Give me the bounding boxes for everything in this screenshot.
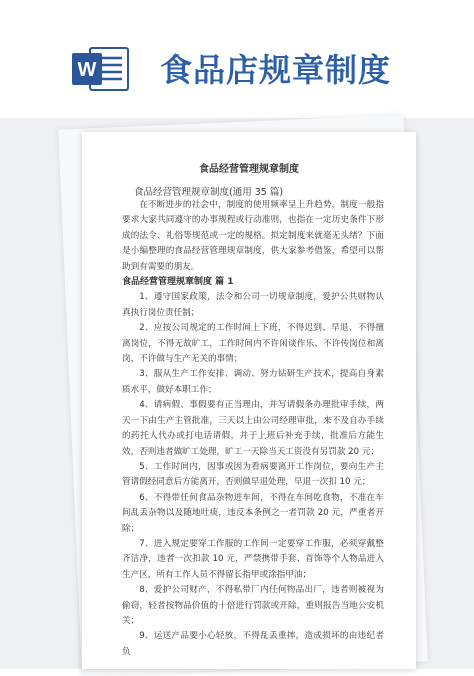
banner-title: 食品店规章制度 <box>160 51 392 89</box>
list-item: 9、运送产品要小心轻放，不得乱丢重摔，造成损坏的由违纪者负 <box>122 631 384 657</box>
document-subtitle: 食品经营管理规章制度(通用 35 篇) <box>134 187 284 198</box>
list-item: 5、工作时间内，因事或因为看病要离开工作岗位，要向生产主管请假经同意后方能离开，否则做早退处理，早退一次扣 10 元； <box>122 461 384 488</box>
list-item: 6、不得带任何食品杂物进车间，不得在车间吃食物，不准在车间乱丢杂物以及随地吐痰，违反本条例之一者罚款 20 元，严重者开除； <box>122 492 384 534</box>
list-item: 8、爱护公司财产，不得私带厂内任何物品出厂，违者则被视为偷窃，轻者按物品价值的十倍进行罚款或开除，重则报告当地公安机关； <box>122 585 384 626</box>
list-item: 7、进入规定要穿工作服的工作间一定要穿工作服，必须穿戴整齐洁净，违者一次扣款 10 元，严禁携带手套、首饰等个人物品进入生产区，所有工作人员不得留长指甲或涂指甲油； <box>122 538 384 580</box>
list-item: 1、遵守国家政策，法令和公司一切规章制度，爱护公共财物认真执行岗位责任制； <box>122 292 384 318</box>
list-item: 4、请病假、事假要有正当理由，并写请假条办理批审手续，两天一下由生产主管批准，三天以上由公司经理审批，来不及自办手续的药托人代办或打电话请假，并于上班后补充手续，批准后方能生效，否则违者做旷工处理，旷工一天除当天工资没有另罚款 20 元； <box>122 400 384 457</box>
word-icon <box>70 44 132 94</box>
list-item: 3、服从生产工作安排、调动、努力钻研生产技术，提高自身素质水平，做好本职工作； <box>122 369 384 395</box>
intro-paragraph: 在不断进步的社会中，制度的使用频率呈上升趋势，制度一般指要求大家共同遵守的办事规程或行动准则，也指在一定历史条件下形成的法令、礼俗等规范或一定的规格。拟定制度来就毫无头绪？下面是小编整理的食品经营管理规章制度，供大家参考借鉴，希望可以帮助到有需要的朋友。 <box>122 200 384 272</box>
document-page <box>82 132 416 669</box>
document-title: 食品经营管理规章制度 <box>199 164 299 175</box>
document-body <box>122 198 384 660</box>
svg-text:W: W <box>77 59 97 81</box>
banner <box>0 0 474 118</box>
list-item: 2、应按公司规定的工作时间上下班，不得迟到、早退、不得擅离岗位，不得无故旷工，工作时间内不许闲谈作乐、不许传岗位和离岗，不许做与生产无关的事情； <box>122 323 384 365</box>
section-heading: 食品经营管理规章制度 篇 1 <box>122 277 234 288</box>
